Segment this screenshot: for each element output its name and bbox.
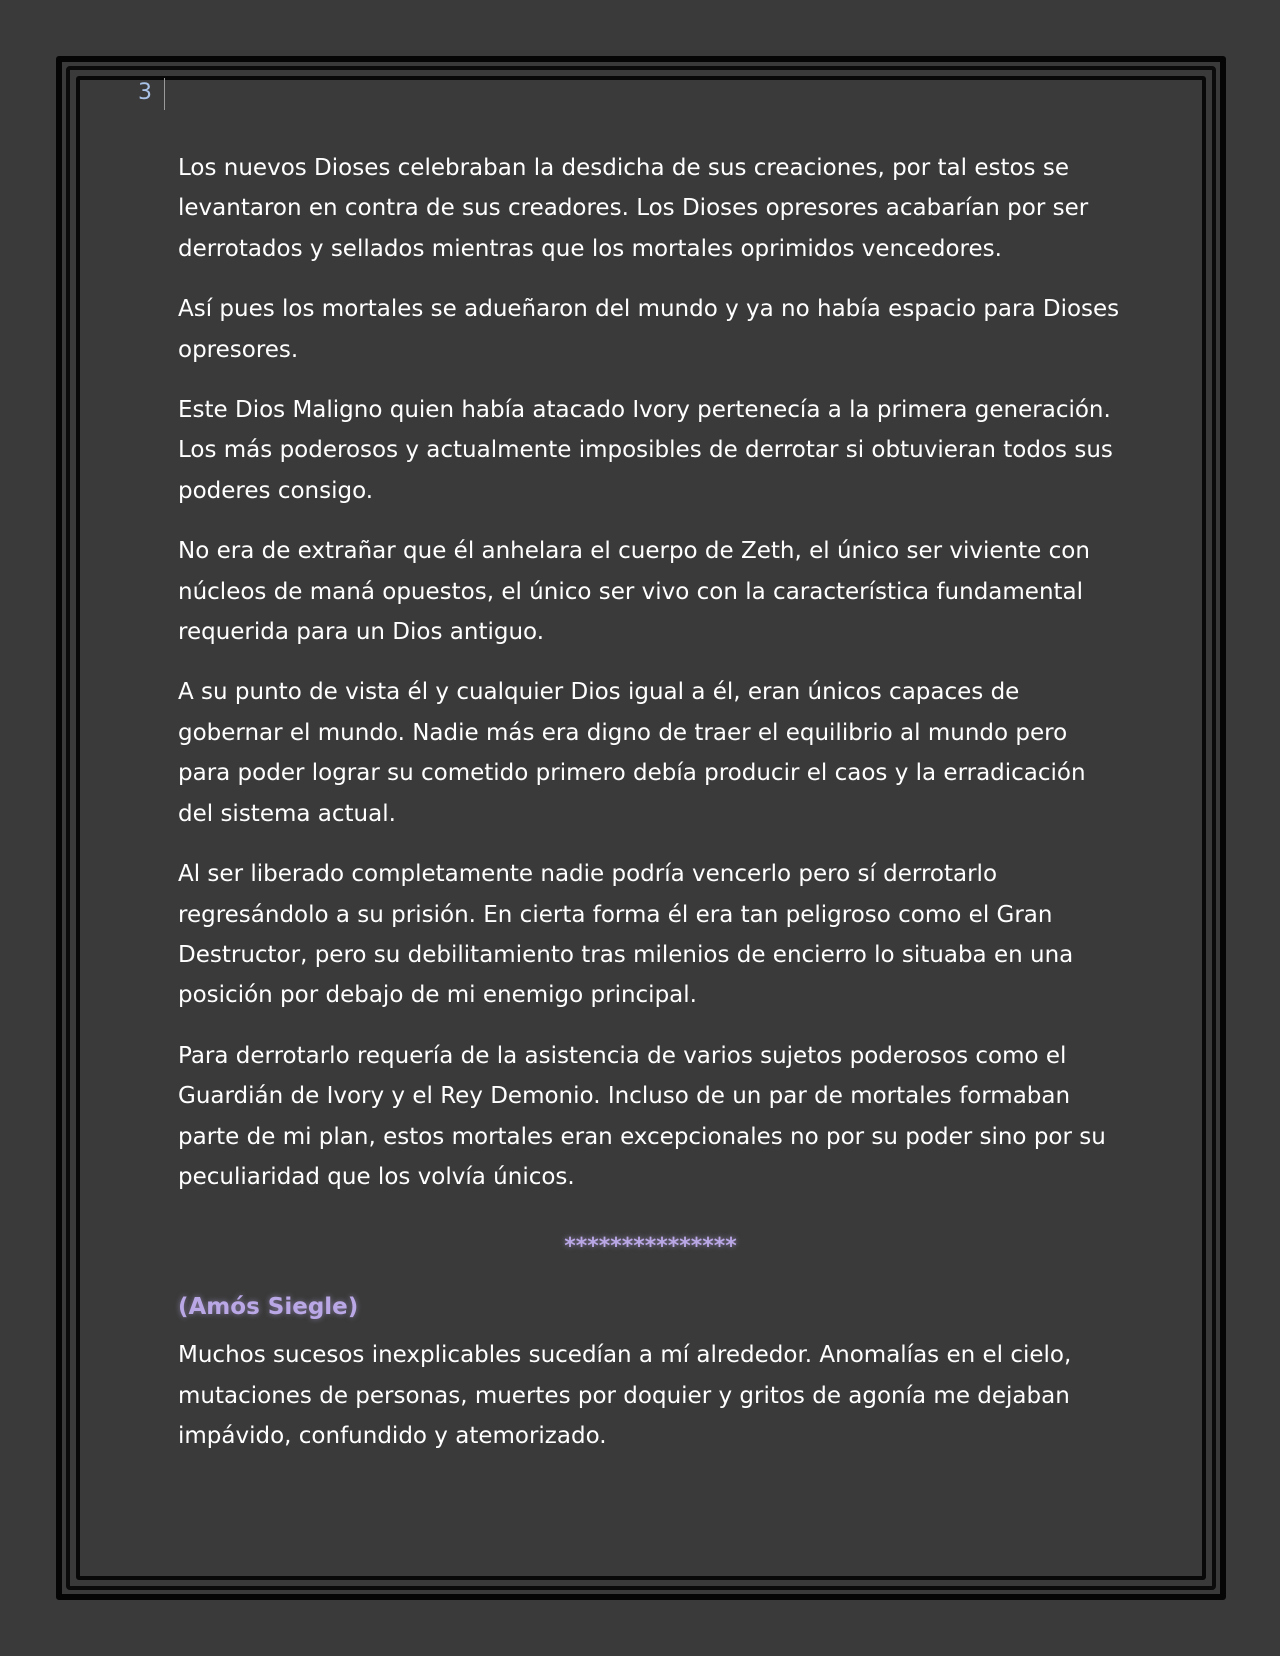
paragraph: Para derrotarlo requería de la asistencia de varios sujetos poderosos como el Guardián de Ivory y el Rey Demonio. Incluso de un par de mortales formaban parte de mi plan, estos mortales eran excepcionales no por su poder sino por su peculiaridad que los volvía únicos. — [178, 1042, 1106, 1190]
scene-separator: *************** — [564, 1234, 737, 1260]
paragraph: Muchos sucesos inexplicables sucedían a mí alrededor. Anomalías en el cielo, mutaciones de personas, muertes por doquier y gritos de agonía me dejaban impávido, confundido y atemorizado. — [178, 1342, 1072, 1450]
page-number: 3 — [138, 80, 152, 105]
paragraph: Al ser liberado completamente nadie podría vencerlo pero sí derrotarlo regresándolo a su prisión. En cierta forma él era tan peligroso como el Gran Destructor, pero su debilitamiento tras milenios de encierro lo situaba en una posición por debajo de mi enemigo principal. — [178, 861, 1074, 1009]
paragraph: Este Dios Maligno quien había atacado Ivory pertenecía a la primera generación. Los más poderosos y actualmente imposibles de derrotar si obtuvieran todos sus poderes consigo. — [178, 397, 1113, 504]
paragraph: No era de extrañar que él anhelara el cuerpo de Zeth, el único ser viviente con núcleos de maná opuestos, el único ser vivo con la característica fundamental requerida para un Dios antiguo. — [178, 538, 1090, 646]
paragraph: Así pues los mortales se adueñaron del mundo y ya no había espacio para Dioses opresores. — [178, 296, 1120, 363]
page-number-divider — [164, 78, 165, 110]
document-body — [178, 148, 1123, 1477]
paragraph: Los nuevos Dioses celebraban la desdicha de sus creaciones, por tal estos se levantaron en contra de sus creadores. Los Dioses opresores acabarían por ser derrotados y sellados mientras que los mortales oprimidos vencedores. — [178, 155, 1089, 262]
speaker-heading: (Amós Siegle) — [178, 1294, 359, 1321]
paragraph: A su punto de vista él y cualquier Dios igual a él, eran únicos capaces de gobernar el mundo. Nadie más era digno de traer el equilibrio al mundo pero para poder lograr su cometido primero debía producir el caos y la erradicación del sistema actual. — [178, 679, 1086, 827]
